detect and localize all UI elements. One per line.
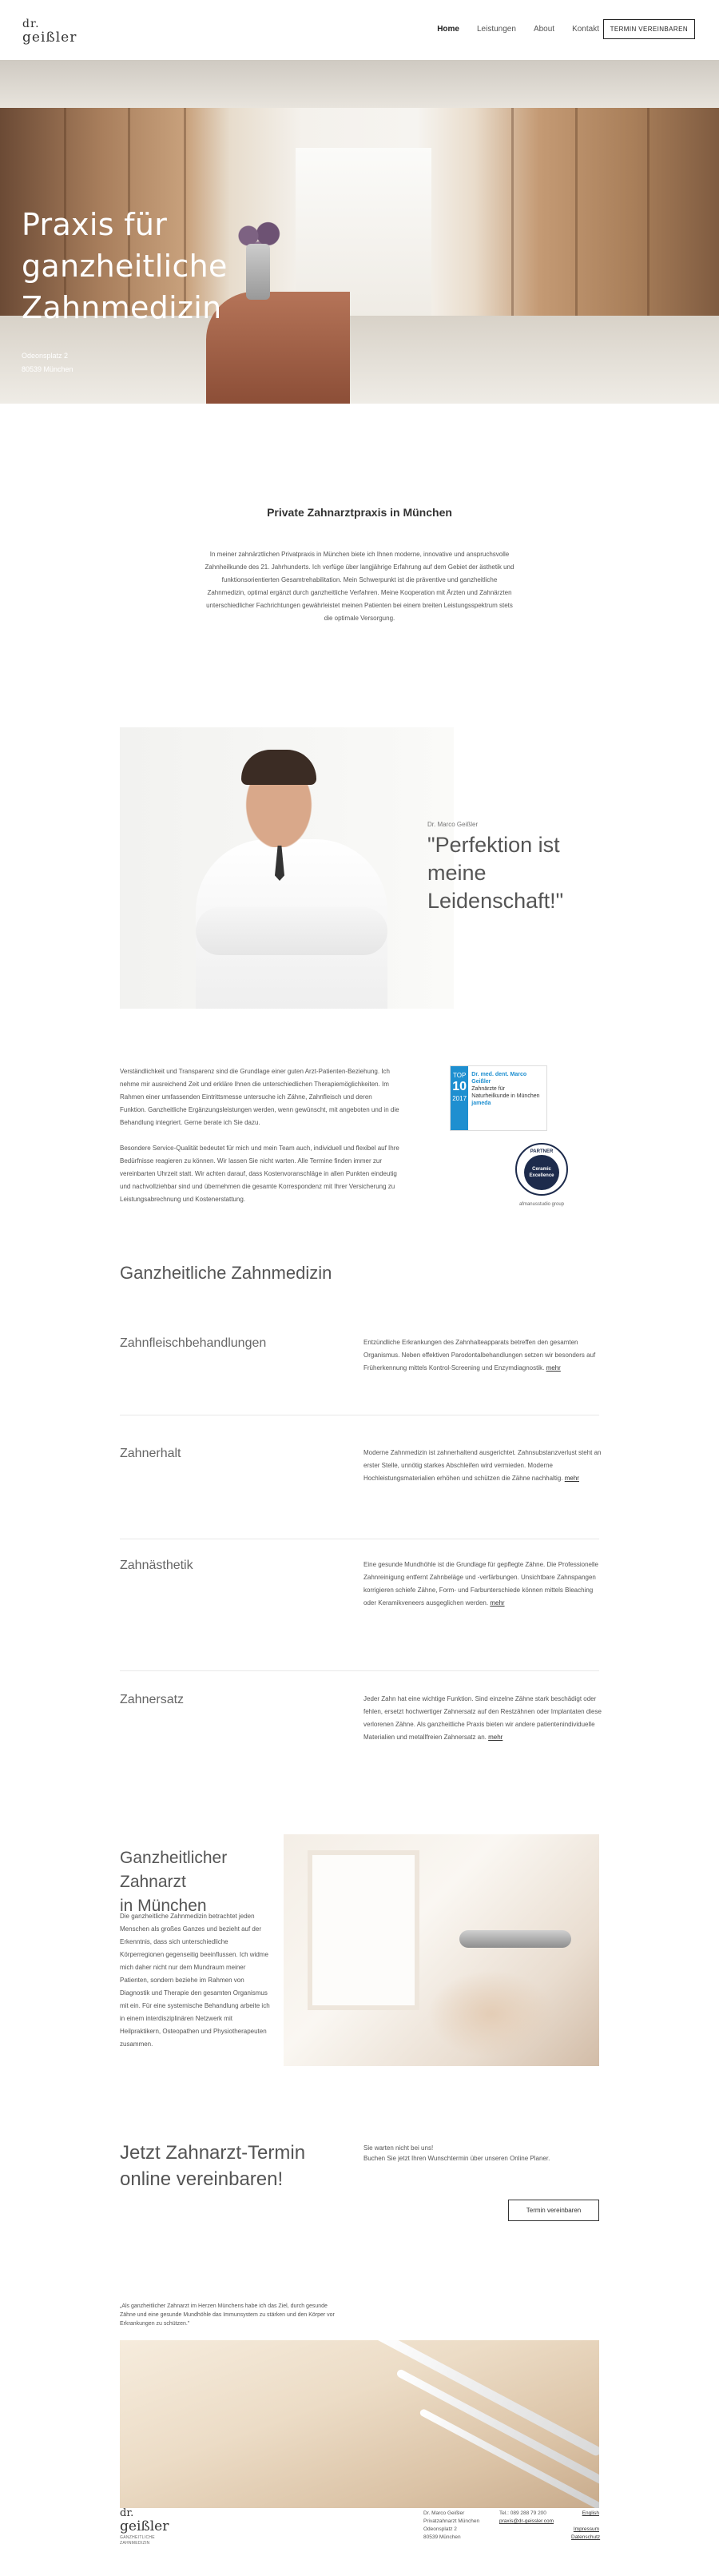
footer-email-link[interactable]: praxis@dr-geissler.com [499, 2518, 554, 2524]
service-name[interactable]: Zahnfleischbehandlungen [120, 1336, 267, 1350]
jameda-badge[interactable]: TOP 10 2017 Dr. med. dent. Marco Geißler Zahnärzte für Naturheilkunde in München jameda [450, 1065, 547, 1131]
hero [0, 60, 719, 404]
logo[interactable] [22, 18, 77, 45]
footer-contact: Tel.: 089 288 79 200 praxis@dr-geissler.com [499, 2510, 554, 2524]
footer-link-datenschutz[interactable]: Datenschutz [571, 2534, 601, 2540]
service-more-link[interactable]: mehr [564, 1475, 579, 1482]
trust-paragraph: Verständlichkeit und Transparenz sind die Grundlage einer guten Arzt-Patienten-Beziehung. Ich nehme mir ausreichend Zeit und erkläre Ihnen die unterschiedlichen Therapiemöglichkeiten. Im Rahmen einer umfassenden Eintrittsmesse untersuche ich Zähne, Zahnfleisch und deren Funktion. Ganzheitliche Ergänzungsleistungen werden, wenn gewünscht, mit angeboten und in die Behandlung integriert. Gerne berate ich Sie dazu. [120, 1068, 399, 1126]
nav-leistungen[interactable]: Leistungen [477, 25, 516, 34]
service-name[interactable]: Zahnersatz [120, 1693, 185, 1706]
footer-address: Dr. Marco Geißler Privatzahnarzt München Odeonsplatz 2 80539 München [423, 2510, 480, 2540]
service-more-link[interactable]: mehr [490, 1599, 505, 1607]
services-title: Ganzheitliche Zahnmedizin [120, 1263, 332, 1283]
service-name[interactable]: Zahnerhalt [120, 1447, 181, 1460]
holistic-title: Ganzheitlicher Zahnarzt in München [120, 1849, 228, 1915]
trust-text [120, 1065, 399, 1219]
nav-kontakt[interactable]: Kontakt [572, 25, 599, 34]
logo-line2: geißler [22, 30, 77, 46]
footer-photo [120, 2340, 599, 2508]
doctor-photo [120, 727, 454, 1009]
footer-link-impressum[interactable]: Impressum [573, 2526, 599, 2532]
hero-title: Praxis für ganzheitliche Zahnmedizin [22, 207, 228, 325]
main-nav [437, 25, 599, 34]
hero-vase [246, 244, 270, 300]
footer-link-english[interactable]: English [582, 2510, 599, 2516]
service-name[interactable]: Zahnästhetik [120, 1559, 193, 1572]
trust-paragraph: Besondere Service-Qualität bedeutet für mich und mein Team auch, individuell und flexibel auf Ihre Bedürfnisse reagieren zu können. Wir lassen Sie nicht warten. Alle Termine finden immer zur vereinbarten Uhrzeit statt. Wir achten darauf, dass Kostenvoranschläge in allen Punkten eindeutig und nachvollziehbar sind und übernehmen die gesamte Korrespondenz mit Ihrer Versicherung zu Leistungsabrechnung und Kostenerstattung. [120, 1145, 399, 1203]
hero-address: Odeonsplatz 2 80539 München [22, 352, 73, 373]
footer-links [571, 2510, 599, 2542]
partner-badge-label: afmanusstudio group [518, 1202, 565, 1207]
nav-about[interactable]: About [533, 25, 555, 34]
footer-quote: „Als ganzheitlicher Zahnarzt im Herzen Münchens habe ich das Ziel, durch gesunde Zähne und eine gesunde Mundhöhle das Immunsystem zu stärken und den Körper vor Erkrankungen zu schützen." [120, 2303, 335, 2327]
hero-reception-desk [206, 292, 350, 404]
intro-title: Private Zahnarztpraxis in München [267, 506, 452, 519]
footer-logo[interactable]: dr. geißler GANZHEITLICHE ZAHNMEDIZIN [120, 2507, 169, 2546]
holistic-photo [284, 1834, 599, 2066]
appointment-text: Sie warten nicht bei uns! Buchen Sie jetzt Ihren Wunschtermin über unseren Online Planer. [363, 2144, 550, 2162]
holistic-text: Die ganzheitliche Zahnmedizin betrachtet jeden Menschen als großes Ganzes und bezieht auf der Erkenntnis, dass sich unterschiedliche Körperregionen gegenseitig beeinflussen. Ich widme mich daher nicht nur dem Mundraum meiner Patienten, sondern beziehe im Rahmen von Diagnostik und Therapie den gesamten Organismus mit ein. Für eine systemische Behandlung arbeite ich in einem interdisziplinären Netzwerk mit Heilpraktikern, Osteopathen und Physiotherapeuten zusammen. [120, 1913, 270, 2048]
appointment-title: Jetzt Zahnarzt-Termin online vereinbaren! [120, 2142, 306, 2190]
doctor-name: Dr. Marco Geißler [427, 821, 479, 828]
appointment-button[interactable]: Termin vereinbaren [508, 2200, 599, 2221]
service-more-link[interactable]: mehr [546, 1364, 561, 1372]
doctor-quote: "Perfektion ist meine Leidenschaft!" [427, 833, 564, 913]
partner-badge[interactable]: PARTNER Ceramic Excellence [515, 1143, 568, 1196]
logo-line1: dr. [22, 18, 40, 30]
service-more-link[interactable]: mehr [488, 1734, 503, 1741]
hero-floor [0, 316, 719, 404]
site-header [0, 0, 719, 60]
termin-button[interactable]: TERMIN VEREINBAREN [603, 19, 695, 39]
intro-text: In meiner zahnärztlichen Privatpraxis in München biete ich Ihnen moderne, innovative und anspruchsvolle Zahnheilkunde des 21. Jahrhunderts. Ich verfüge über langjährige Erfahrung auf dem Gebiet der ästhetik und funktionsorientierten Gesamtrehabilitation. Mein Schwerpunkt ist die präventive und ganzheitliche Zahnmedizin, optimal ergänzt durch ganzheitliche Verfahren. Meine Kooperation mit Ärzten und Zahnärzten unterschiedlicher Fachrichtungen gewährleistet meinen Patienten bei einem breiten Leistungsspektrum stets die optimale Versorgung. [205, 551, 514, 622]
hero-ceiling [0, 60, 719, 108]
divider [120, 1670, 599, 1671]
nav-home[interactable]: Home [437, 25, 459, 34]
